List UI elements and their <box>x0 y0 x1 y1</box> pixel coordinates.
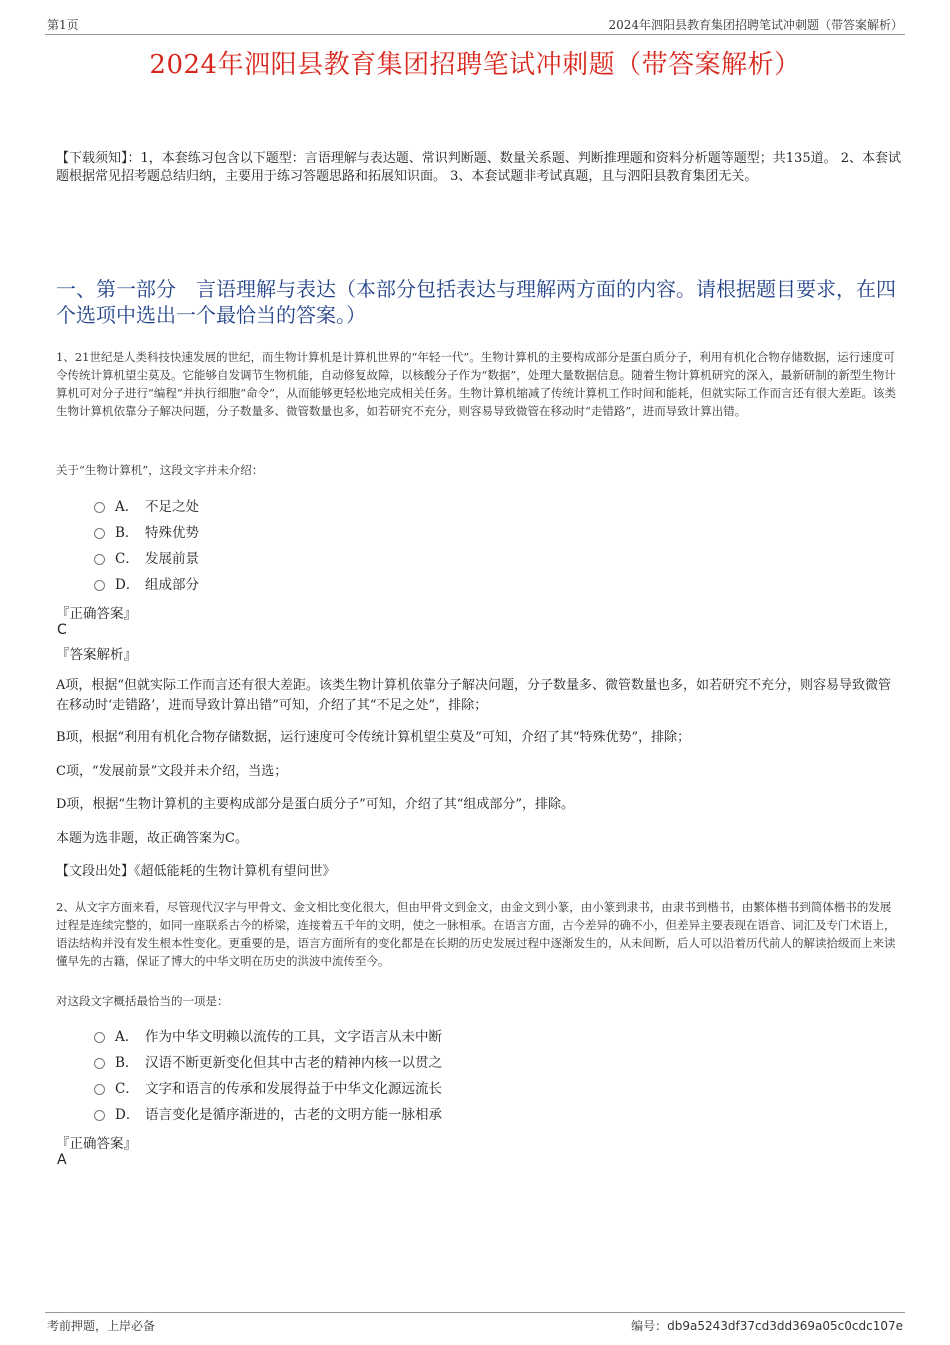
q2-option-a[interactable]: A． 作为中华文明赖以流传的工具，文字语言从未中断 <box>94 1022 794 1048</box>
radio-icon[interactable] <box>94 528 105 539</box>
q2-passage: 2、从文字方面来看，尽管现代汉字与甲骨文、金文相比变化很大，但由甲骨文到金文，由金文到小篆，由小篆到隶书，由隶书到楷书，由繁体楷书到简体楷书的发展过程是连续完整的，如同一座联系古今的桥梁，连接着五千年的文明，使之一脉相承。在语言方面，古今差异的确不小，但差异主要表现在语音、词汇及专门术语上，语法结构并没有发生根本性变化。更重要的是，语言方面所有的变化都是在长期的历史发展过程中逐渐发生的，从未间断，后人可以沿着历代前人的解读拾级而上来读懂早先的古籍，保证了博大的中华文明在历史的洪波中流传至今。 <box>56 900 896 968</box>
q1-option-c[interactable]: C． 发展前景 <box>94 544 794 570</box>
download-notice: 【下载须知】：1，本套练习包含以下题型：言语理解与表达题、常识判断题、数量关系题、判断推理题和资料分析题等题型；共135道。 2、本套试题根据常见招考题总结归纳，主要用于练习答题思路和拓展知识面。 3、本套试题非考试真题，且与泗阳县教育集团无关。 <box>56 151 901 184</box>
q1-analysis-a: A项，根据“但就实际工作而言还有很大差距。该类生物计算机依靠分子解决问题，分子数量多、微管数量也多，如若研究不充分，则容易导致微管在移动时‘走错路’，进而导致计算出错”可知，介绍了其“不足之处”，排除； <box>56 678 892 713</box>
radio-icon[interactable] <box>94 1058 105 1069</box>
page-footer <box>45 1312 905 1333</box>
q2-options <box>94 1022 794 1126</box>
q1-analysis-conclusion: 本题为选非题，故正确答案为C。 <box>56 831 248 846</box>
radio-icon[interactable] <box>94 580 105 591</box>
q1-source: 【文段出处】《超低能耗的生物计算机有望问世》 <box>56 864 336 879</box>
radio-icon[interactable] <box>94 1084 105 1095</box>
q2-option-b[interactable]: B． 汉语不断更新变化但其中古老的精神内核一以贯之 <box>94 1048 794 1074</box>
q1-question: 关于“生物计算机”，这段文字并未介绍： <box>56 463 264 477</box>
q1-analysis-label: 『答案解析』 <box>56 647 137 663</box>
q1-option-a[interactable]: A． 不足之处 <box>94 492 794 518</box>
document-title: 2024年泗阳县教育集团招聘笔试冲刺题（带答案解析） <box>149 50 801 80</box>
page-header <box>45 14 905 35</box>
q2-question: 对这段文字概括最恰当的一项是： <box>56 994 229 1008</box>
q1-analysis-d: D项，根据“生物计算机的主要构成部分是蛋白质分子”可知，介绍了其“组成部分”，排除。 <box>56 797 575 812</box>
radio-icon[interactable] <box>94 1110 105 1121</box>
radio-icon[interactable] <box>94 1032 105 1043</box>
footer-slogan: 考前押题，上岸必备 <box>47 1319 156 1333</box>
q2-option-d[interactable]: D． 语言变化是循序渐进的，古老的文明方能一脉相承 <box>94 1100 794 1126</box>
q1-answer: C <box>57 622 67 638</box>
header-doc-title: 2024年泗阳县教育集团招聘笔试冲刺题（带答案解析） <box>608 18 903 32</box>
radio-icon[interactable] <box>94 554 105 565</box>
footer-code-label: 编号： <box>631 1319 668 1333</box>
q2-option-c[interactable]: C． 文字和语言的传承和发展得益于中华文化源远流长 <box>94 1074 794 1100</box>
radio-icon[interactable] <box>94 502 105 513</box>
q1-options <box>94 492 794 596</box>
section-title: 一、第一部分 言语理解与表达（本部分包括表达与理解两方面的内容。请根据题目要求，在四个选项中选出一个最恰当的答案。） <box>56 277 896 327</box>
q1-option-b[interactable]: B． 特殊优势 <box>94 518 794 544</box>
q2-answer: A <box>57 1152 67 1168</box>
q1-answer-label: 『正确答案』 <box>56 606 137 622</box>
q1-passage: 1、21世纪是人类科技快速发展的世纪，而生物计算机是计算机世界的“年轻一代”。生物计算机的主要构成部分是蛋白质分子，利用有机化合物存储数据，运行速度可令传统计算机望尘莫及。它能够自发调节生物机能，自动修复故障，以核酸分子作为“数据”，处理大量数据信息。随着生物计算机研究的深入，最新研制的新型生物计算机可对分子进行“编程”并执行细胞“命令”，从而能够更轻松地完成相关任务。生物计算机缩减了传统计算机工作时间和能耗，但就实际工作而言还有很大差距。该类生物计算机依靠分子解决问题，分子数量多、微管数量也多，如若研究不充分，则容易导致微管在移动时“走错路”，进而导致计算出错。 <box>56 350 897 418</box>
q1-analysis-c: C项，“发展前景”文段并未介绍，当选； <box>56 764 288 779</box>
page-number: 第1页 <box>47 18 79 32</box>
q1-option-d[interactable]: D． 组成部分 <box>94 570 794 596</box>
q2-answer-label: 『正确答案』 <box>56 1136 137 1152</box>
q1-analysis-b: B项，根据“利用有机化合物存储数据，运行速度可令传统计算机望尘莫及”可知，介绍了其“特殊优势”，排除； <box>56 730 691 745</box>
footer-code-value: db9a5243df37cd3dd369a05c0cdc107e <box>667 1319 903 1333</box>
footer-code <box>631 1317 903 1334</box>
